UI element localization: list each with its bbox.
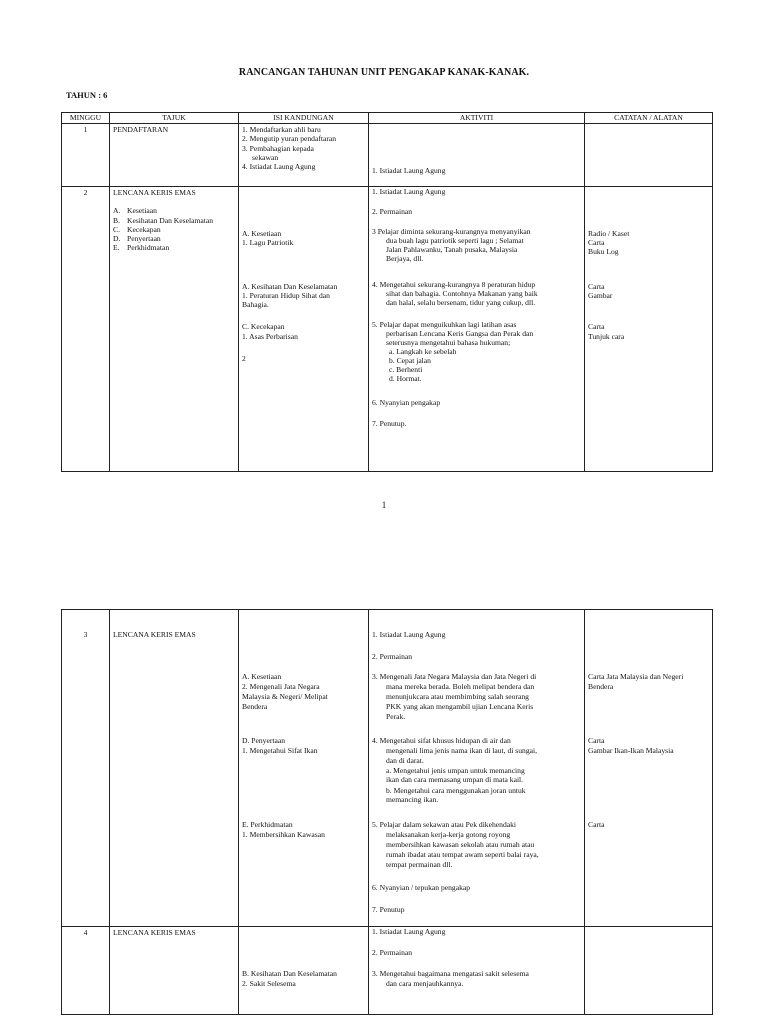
notes-line: Tunjuk cara	[588, 332, 625, 341]
week-number: 4	[62, 927, 110, 1015]
activity-line: c. Berhenti	[389, 365, 423, 374]
activity-line: 7. Penutup.	[372, 419, 407, 428]
notes-cell	[585, 927, 713, 1015]
plan-table-page-1	[61, 112, 713, 472]
header-isi-kandungan: ISI KANDUNGAN	[239, 113, 369, 124]
content-line: B. Kesihatan Dan Keselamatan	[242, 969, 337, 978]
activity-line: b. Mengetahui cara menggunakan joran untuk	[386, 786, 526, 795]
topic-cell: LENCANA KERIS EMAS	[110, 610, 239, 927]
content-line: C. Kecekapan	[242, 322, 285, 331]
activity-line: 3. Mengenali Jata Negara Malaysia dan Jata Negeri di	[372, 672, 537, 681]
activity-line: 4. Mengetahui sifat khusus hidupan di air dan	[372, 736, 511, 745]
content-line: E. Perkhidmatan	[242, 820, 293, 829]
activity-line: melaksanakan kerja-kerja gotong royong	[386, 830, 511, 839]
content-line: 1. Membersihkan Kawasan	[242, 830, 325, 839]
activity-line: PKK yang akan mengambil ujian Lencana Keris	[386, 702, 534, 711]
content-line: 2	[242, 354, 246, 363]
activity-line: 1. Istiadat Laung Agung	[372, 166, 446, 175]
activity-line: perbarisan Lencana Keris Gangsa dan Perak dan	[386, 329, 534, 338]
activity-line: Perak.	[386, 712, 406, 721]
page-number: 1	[381, 500, 387, 510]
content-cell	[239, 610, 369, 927]
activity-line: 4. Mengetahui sekurang-kurangnya 8 peraturan hidup	[372, 280, 536, 289]
activity-line: dan di darat.	[386, 756, 424, 765]
content-line: A. Kesihatan Dan Keselamatan	[242, 282, 338, 291]
table-header-row	[62, 113, 713, 124]
activity-line: a. Mengetahui jenis umpan untuk memancing	[386, 766, 525, 775]
table-row-week-4	[62, 927, 713, 1015]
activity-line: 2. Permainan	[372, 207, 413, 216]
activity-line: dan cara menjauhkannya.	[386, 979, 464, 988]
topic-cell	[110, 187, 239, 472]
content-line: 3. Pembahagian kepada	[242, 143, 314, 153]
content-line: 4. Istiadat Laung Agung	[242, 162, 316, 171]
activity-line: 2. Permainan	[372, 652, 413, 661]
content-line: A. Kesetiaan	[242, 229, 282, 238]
content-line: 1. Mengetahui Sifat Ikan	[242, 746, 318, 755]
week-number: 2	[62, 187, 110, 472]
topic-cell: PENDAFTARAN	[110, 124, 239, 187]
notes-line: Gambar	[588, 291, 613, 300]
activity-line: membersihkan kawasan sekolah atau rumah atau	[386, 840, 535, 849]
notes-line: Buku Log	[588, 247, 619, 256]
header-catatan: CATATAN / ALATAN	[585, 113, 713, 124]
week-number: 3	[62, 610, 110, 927]
content-line: 2. Sakit Selesema	[242, 979, 296, 988]
notes-line: Carta	[588, 820, 605, 829]
list-item: A. Kesetiaan	[113, 206, 157, 216]
table-row-week-2	[62, 187, 713, 472]
activity-line: 1. Istiadat Laung Agung	[372, 630, 446, 639]
content-cell	[239, 927, 369, 1015]
activity-cell	[369, 124, 585, 187]
notes-cell	[585, 124, 713, 187]
activity-line: 5. Pelajar dalam sekawan atau Pek dikehendaki	[372, 820, 517, 829]
header-minggu: MINGGU	[62, 113, 110, 124]
notes-line: Radio / Kaset	[588, 229, 630, 238]
activity-line: seterusnya mengetahui bahasa hukuman;	[386, 338, 511, 347]
activity-line: b. Cepat jalan	[389, 356, 431, 365]
table-row-week-3	[62, 610, 713, 927]
content-line: 2. Mengutip yuran pendaftaran	[242, 134, 337, 144]
notes-line: Carta	[588, 736, 605, 745]
activity-line: 7. Penutup	[372, 905, 405, 914]
content-line: 1. Mendaftarkan ahli baru	[242, 125, 321, 134]
activity-cell	[369, 927, 585, 1015]
activity-line: d. Hormat.	[389, 374, 422, 383]
activity-line: ikan dan cara memasang umpan di mata kail.	[386, 775, 524, 784]
activity-line: tempat permainan dll.	[386, 860, 453, 869]
content-line: Malaysia & Negeri/ Melipat	[242, 692, 328, 701]
activity-line: memancing ikan.	[386, 795, 439, 804]
activity-line: menunjukcara atau membimbing salah seorang	[386, 692, 529, 701]
header-tajuk: TAJUK	[110, 113, 239, 124]
topic-list	[113, 206, 235, 252]
plan-table-page-2	[61, 609, 713, 1015]
notes-cell	[585, 187, 713, 472]
notes-line: Bendera	[588, 682, 614, 691]
content-line: 1. Peraturan Hidup Sihat dan	[242, 291, 330, 300]
notes-line: Carta	[588, 322, 605, 331]
activity-line: dan halal, selalu bersenam, tidur yang cukup, dll.	[386, 298, 536, 307]
activity-line: 1. Istiadat Laung Agung	[372, 927, 446, 936]
list-item: C. Kecekapan	[113, 224, 161, 234]
notes-line: Carta	[588, 238, 605, 247]
activity-line: Jalan Pahlawanku, Tanah pusaka, Malaysia	[386, 245, 518, 254]
activity-line: a. Langkah ke sebelah	[389, 347, 457, 356]
topic-title: LENCANA KERIS EMAS	[113, 188, 196, 197]
activity-line: 3. Mengetahui bagaimana mengatasi sakit selesema	[372, 969, 529, 978]
activity-line: 1. Istiadat Laung Agung	[372, 187, 446, 196]
activity-line: 2. Permainan	[372, 948, 413, 957]
document-title: RANCANGAN TAHUNAN UNIT PENGAKAP KANAK-KANAK.	[238, 67, 530, 78]
notes-line: Gambar Ikan-Ikan Malaysia	[588, 746, 674, 755]
content-line: Bendera	[242, 702, 268, 711]
notes-cell	[585, 610, 713, 927]
activity-line: rumah ibadat atau tempat awam seperti balai raya,	[386, 850, 539, 859]
content-cell	[239, 187, 369, 472]
notes-line: Carta Jata Malaysia dan Negeri	[588, 672, 684, 681]
activity-line: Berjaya, dll.	[386, 254, 424, 263]
content-line: 1. Asas Perbarisan	[242, 332, 298, 341]
activity-cell	[369, 610, 585, 927]
list-item: E. Perkhidmatan	[113, 243, 170, 253]
activity-line: 6. Nyanyian pengakap	[372, 398, 441, 407]
topic-cell: LENCANA KERIS EMAS	[110, 927, 239, 1015]
activity-line: mengenali lima jenis nama ikan di laut, di sungai,	[386, 746, 537, 755]
content-cell	[239, 124, 369, 187]
activity-cell	[369, 187, 585, 472]
activity-line: mana mereka berada. Boleh melipat bendera dan	[386, 682, 535, 691]
activity-line: 3 Pelajar diminta sekurang-kurangnya menyanyikan	[372, 227, 531, 236]
notes-line: Carta	[588, 282, 605, 291]
content-line: 1. Lagu Patriotik	[242, 238, 294, 247]
activity-line: dua buah lagu patriotik seperti lagu ; Selamat	[386, 236, 524, 245]
content-line: sekawan	[252, 152, 279, 162]
week-number: 1	[62, 124, 110, 187]
list-item: D. Penyertaan	[113, 234, 161, 243]
content-line: A. Kesetiaan	[242, 672, 282, 681]
header-aktiviti: AKTIVITI	[369, 113, 585, 124]
table-row-week-1	[62, 124, 713, 187]
activity-line: sihat dan bahagia. Contohnya Makanan yang baik	[386, 289, 538, 298]
content-line: Bahagia.	[242, 300, 269, 309]
content-line: D. Penyertaan	[242, 736, 286, 745]
content-line: 2. Mengenali Jata Negara	[242, 682, 320, 691]
list-item: B. Kesihatan Dan Keselamatan	[113, 215, 214, 225]
activity-line: 6. Nyanyian / tepukan pengakap	[372, 883, 471, 892]
year-label: TAHUN : 6	[66, 90, 108, 100]
activity-line: 5. Pelajar dapat menguikuhkan lagi latihan asas	[372, 320, 517, 329]
